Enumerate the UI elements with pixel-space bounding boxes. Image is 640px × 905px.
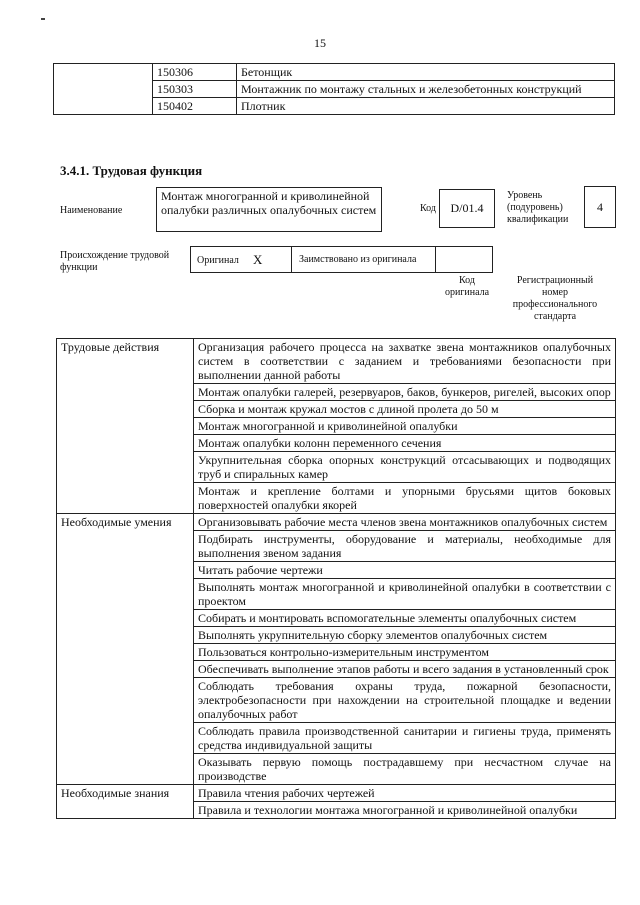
table-row [57, 339, 616, 384]
required-skills-item: Выполнять монтаж многогранной и криволинейной опалубки в соответствии с проектом [194, 579, 616, 610]
function-details-table [56, 338, 616, 819]
required-skills-item: Читать рабочие чертежи [194, 562, 616, 579]
section-title: 3.4.1. Трудовая функция [60, 163, 203, 178]
table-row [54, 64, 615, 81]
required-skills-item: Подбирать инструменты, оборудование и материалы, необходимые для выполнения звеном задания [194, 531, 616, 562]
labor-actions-item: Монтаж опалубки галерей, резервуаров, баков, бункеров, ригелей, высоких опор [194, 384, 616, 401]
occupation-code: 150402 [153, 98, 237, 115]
required-knowledge-item: Правила и технологии монтажа многогранной и криволинейной опалубки [194, 802, 616, 819]
level-value: 4 [584, 186, 616, 228]
labor-actions-item: Организация рабочего процесса на захватке звена монтажников опалубочных систем в соответствии с заданием и требованиями безопасности при выполнении данной работы [194, 339, 616, 384]
occupation-code: 150306 [153, 64, 237, 81]
code-label: Код [420, 203, 436, 214]
labor-actions-item: Монтаж опалубки колонн переменного сечения [194, 435, 616, 452]
labor-actions-label: Трудовые действия [57, 339, 194, 514]
occupation-name: Бетонщик [237, 64, 615, 81]
occupation-name: Монтажник по монтажу стальных и железобетонных конструкций [237, 81, 615, 98]
name-label: Наименование [60, 205, 123, 216]
code-value: D/01.4 [439, 189, 495, 228]
occupation-code: 150303 [153, 81, 237, 98]
required-skills-item: Пользоваться контрольно-измерительным инструментом [194, 644, 616, 661]
corner-mark [41, 18, 45, 20]
required-knowledge-item: Правила чтения рабочих чертежей [194, 785, 616, 802]
borrowed-label: Заимствовано из оригинала [299, 254, 417, 265]
original-mark: X [253, 252, 263, 267]
required-knowledge-label: Необходимые знания [57, 785, 194, 819]
required-skills-item: Соблюдать правила производственной санитарии и гигиены труда, применять средства индивидуальной защиты [194, 723, 616, 754]
occupation-table [53, 63, 615, 115]
required-skills-label: Необходимые умения [57, 514, 194, 785]
page-number: 15 [314, 36, 326, 50]
original-label: Оригинал [197, 255, 239, 266]
code-original-label: Код оригинала [444, 275, 490, 298]
required-skills-item: Соблюдать требования охраны труда, пожарной безопасности, электробезопасности при нахождении на строительной площадке и ведении опалубочных работ [194, 678, 616, 723]
required-skills-item: Собирать и монтировать вспомогательные элементы опалубочных систем [194, 610, 616, 627]
reg-number-label: Регистрационный номер профессионального стандарта [512, 275, 598, 322]
level-label: Уровень (подуровень) квалификации [507, 190, 569, 225]
labor-actions-item: Сборка и монтаж кружал мостов с длиной пролета до 50 м [194, 401, 616, 418]
labor-actions-item: Монтаж многогранной и криволинейной опалубки [194, 418, 616, 435]
required-skills-item: Обеспечивать выполнение этапов работы и всего задания в установленный срок [194, 661, 616, 678]
origin-box [190, 246, 493, 273]
labor-actions-item: Монтаж и крепление болтами и упорными брусьями щитов боковых поверхностей опалубки якорей [194, 483, 616, 514]
required-skills-item: Организовывать рабочие места членов звена монтажников опалубочных систем [194, 514, 616, 531]
table-row [57, 514, 616, 531]
function-name: Монтаж многогранной и криволинейной опалубки различных опалубочных систем [156, 187, 382, 232]
required-skills-item: Оказывать первую помощь пострадавшему при несчастном случае на производстве [194, 754, 616, 785]
labor-actions-item: Укрупнительная сборка опорных конструкций отсасывающих и подводящих труб и спиральных камер [194, 452, 616, 483]
required-skills-item: Выполнять укрупнительную сборку элементов опалубочных систем [194, 627, 616, 644]
occupation-name: Плотник [237, 98, 615, 115]
table-row [57, 785, 616, 802]
origin-label: Происхождение трудовой функции [60, 250, 170, 273]
